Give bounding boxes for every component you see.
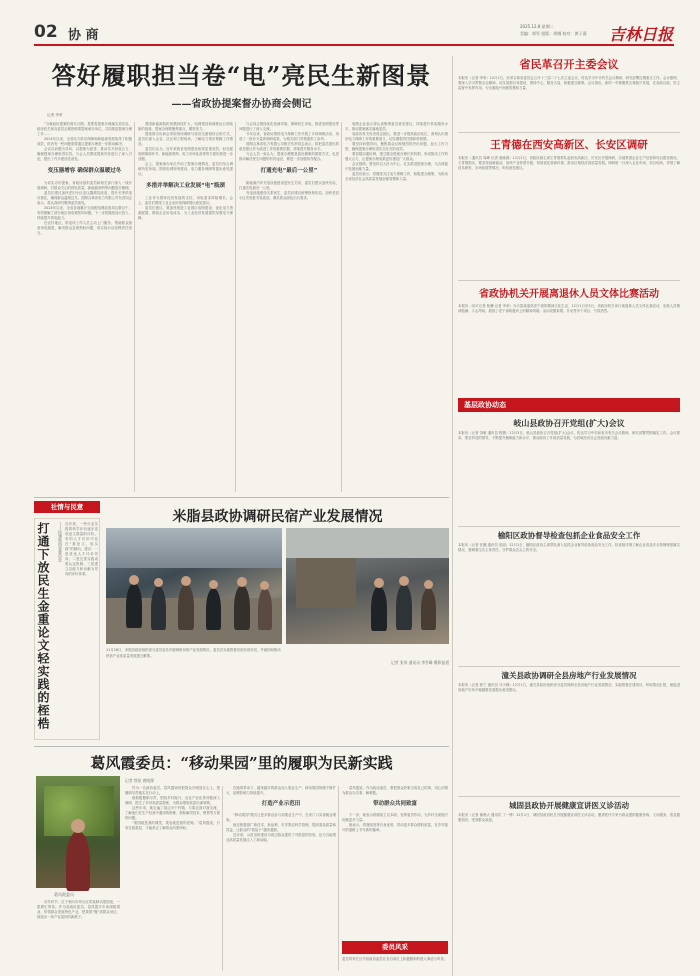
lead-headline: 答好履职担当卷“电”亮民生新图景 xyxy=(51,61,432,90)
ge-photo xyxy=(36,776,120,888)
ge-headline: 葛风霞委员：“移动果园”里的履职为民新实践 xyxy=(90,754,393,772)
grassroots-title: 潼关县政协调研全县房地产行业发展情况 xyxy=(501,671,637,680)
bottom-body: 委员风采栏目介绍政协委员在各自岗位上积极履职的感人事迹与风采。 xyxy=(342,957,448,961)
sidebar-body: 近年来，一些行业实践的科学评价逐步变成论文数量的评价，有的人才评价中存在“重论文、轻实践”的倾向。建议：一是优化人才评价导向，二是完善实践成果认定机制，三是建立以能力和贡献为导向的评价体系。 xyxy=(65,522,98,576)
editors: 美编：郭军 组版：周娜 校对：黄子涌 xyxy=(520,31,587,36)
grassroots-item: 城固县政协开展健康宣讲医义诊活动 本报讯（记者 谢晨大 通讯员 丁一博）12月1日，城固县政协机关开展健康宣讲医义诊活动，邀请医疗专家为群众提供健康咨询、义诊服务，普及健康知识，受到群众欢迎。 xyxy=(458,801,680,822)
issue-date: 2025.12.8 星期二 xyxy=(520,24,554,29)
ge-photo-caption: 葛风霞委员 xyxy=(54,892,74,897)
grassroots-title: 榆阳区政协督导检查包抓企业食品安全工作 xyxy=(497,531,641,540)
grassroots-title: 城固县政协开展健康宣讲医义诊活动 xyxy=(509,801,629,810)
lead-byline: 记者 李荣 xyxy=(47,113,63,117)
lead-subtitle: ——省政协提案督办协商会侧记 xyxy=(171,99,312,110)
news-body: 本报讯（吴可记者 杨骥 记者 李荣）为丰富离退休老干部的精神文化生活，12月1日至3日，省政协机关举行离退休人员文体比赛活动，参赛人员精神饱满、斗志昂扬，展现了老干部积极向上的精神风貌。活动设置象棋、扑克等多个项目，气氛热烈。 xyxy=(458,304,680,313)
feature xyxy=(106,506,449,526)
news-title: 王青德在西安高新区、长安区调研 xyxy=(490,139,648,151)
feature-photo xyxy=(106,528,282,644)
ge-article xyxy=(34,752,449,773)
grassroots-title: 岐山县政协召开党组(扩大)会议 xyxy=(513,419,625,428)
ge-column-2: 作为一名政协委员，葛风霞始终把群众冷暖放在心上，把履职尽责落实在行动上。 她积极履职尽责，围绕乡村振兴、农业产业化等问题深入调研，提交了多份高质量提案，为群众增收致富出谋划策。 这些年来，她走遍了周边多个村镇，与果农面对面交流，了解他们在生产经营中遇到的困难，帮助解决技术、销售等方面的问题。 “果园就是我的课堂，果农就是我的老师。”葛风霞说，只有扎根基层，才能真正了解群众所需所盼。 xyxy=(125,786,220,830)
feature-credit: 记者 张涛 通讯员 李雪峰 摄影报道 xyxy=(391,660,449,665)
bottom-bar: 委员风采 xyxy=(342,941,448,954)
lead-column-3: 与会同志围绕优化营商环境、保障民生用电、推进电网建设等问题进行了深入交流。 今年以来，省政协围绕电力保障工作开展了多项调研活动，形成了一批有分量的调研成果，为相关部门决策提供了参考。 国网吉林省电力有限公司相关负责同志表示，将把委员提出的意见建议作为改进工作的重要依据，持续提升服务水平。 与会人员一致认为，提案办理既是政协履职的重要方式，也是推动解决民生问题的有效途径，要进一步加强协作配合。 打通充电“最后一公里” 新能源汽车充电设施建设是民生关切，委员们建议加快布局，打通充电最后一公里。 充电设施建设关系民生，委员们建议统筹规划布局，加快老旧小区充电桩安装改造，满足群众绿色出行需求。 xyxy=(239,122,339,200)
feature-photo-2 xyxy=(286,528,449,644)
lead-column-2: 我国新能源装机规模持续扩大，电网建设和调度运行面临新的挑战，提案办理要聚焦重点、精准发力。 提案督办协商会采取现场调研与座谈交流相结合的方式，委员们深入企业、社区和工程现场，了解电力供应保障工作情况。 委员们认为，近年来我省电网建设取得显著成效，但在配电网薄弱环节、新能源消纳、电力市场化改革等方面仍需进一步加强。 会上，提案承办单位介绍了提案办理情况，委员们结合调研所见所闻，围绕电网规划建设、电力服务保障等提出意见建议。 多措并举解决工业发展“电”瓶颈 工业作为国家经济发展的支柱，用电需求持续增长。会上，委员们围绕工业企业用电保障提出意见建议。 委员们建议，要加快推进工业园区电网建设，优化电力资源配置，降低企业用电成本，为工业经济发展提供坚强电力保障。 xyxy=(138,122,233,220)
sidebar-box xyxy=(34,518,100,740)
ge-byline: 记者 徐星 唐晓源 xyxy=(125,778,154,783)
lead-subhead-2: 多措并举解决工业发展“电”瓶颈 xyxy=(146,183,225,189)
news-2 xyxy=(458,137,680,276)
grassroots-item: 榆阳区政协督导检查包抓企业食品安全工作 本报讯（记者 任璐 通讯员 张丽）12月1日，榆阳区政协主席带队深入包抓企业督导检查食品安全工作。检查组详细了解企业食品安全管理制度落实情况，强调要压实主体责任，守护群众舌尖上的安全。 xyxy=(458,531,680,552)
sidebar-headline: 打通下放民生金重论文轻实践的桎梏 xyxy=(36,522,50,730)
section-title: 协 商 xyxy=(68,28,99,43)
ge-column-3: 在她的带动下，越来越多的群众加入果业生产，移动果园规模不断扩大，品牌影响力持续提升。 打造产业示范田 “移动果园”模式让更多群众参与到果业生产中，在家门口实现就业增收。 她还积极推广新技术、新品种，引导果农科学管理，提高果品质量和效益，让群众的“钱袋子”越来越鼓。 近年来，示范田的建设为周边群众提供了可借鉴的经验，也为当地果业高质量发展注入了新动能。 xyxy=(226,786,336,842)
news-body: 本报讯（记者 李荣）12月1日，民革吉林省委员会召开十三届二十七次主委会议，传达学习中央有关会议精神，研究部署近期重点工作。会议强调，要深入学习贯彻全会精神，切实加强自身建设，围绕中心、服务大局，积极建言献策。会议指出，新的一年要聚焦吉林振兴发展，在参政议政、民主监督中发挥作用，为全面振兴贡献智慧和力量。 xyxy=(458,76,680,90)
ge-subhead-1: 打造产业示范田 xyxy=(261,801,301,807)
news-1 xyxy=(458,56,680,128)
newspaper-logo: 吉林日报 xyxy=(609,25,674,44)
grassroots-bar: 基层政协动态 xyxy=(458,398,680,412)
grassroots-item: 潼关县政协调研全县房地产行业发展情况 本报讯（记者 郭宁 通讯员 马小静）12月1日，潼关县政协组织部分委员调研全县房地产行业发展情况，实地察看在建项目，听取情况汇报，就促进房地产市场平稳健康发展提出意见建议。 xyxy=(458,671,680,692)
grassroots-item: 岐山县政协召开党组(扩大)会议 本报讯（记者 刘敏 通讯员 程捷）12月5日，岐山县政协召开党组(扩大)会议，传达学习中央和省市有关会议精神，研究部署贯彻落实工作。会议要求，要坚持党的领导，不断提升履职能力和水平，推动政协工作高质量发展，为县域经济社会发展贡献力量。 xyxy=(458,419,680,440)
lead-column-1: “当晚政协提案的督办日期，是要将提案办理落实到实处，政协机关和各委员会紧密联系提案承办单位，共同推进提案办理工作…… 2024年以来，全省电力供应保障和新能源发展取得了积极成效，但仍有一些问题需要通过提案办理进一步推动解决。 会议以问题为导向，以提案为纽带，推动各方形成合力，确保提案办理取得实效。与会人员围绕提案内容进行了深入讨论，提出了许多建设性意见。 变压器增容 确保群众温暖过冬 为切实办好提案，省政协组织委员和相关部门深入一线开展调研，对群众关心的供电质量、新能源消纳等问题进行梳理。 委员们建议加快老旧小区变压器增容改造，提升冬季供电可靠性，确保群众温暖过冬。国网吉林省电力有限公司负责同志表示，将认真研究吸纳委员意见。 2024年以来，全省各地累计完成配电网改造项目数百个，有效缓解了部分地区用电紧张的问题。下一步将继续加大投入，持续提升供电能力。 在农村地区，供电所工作人员主动上门服务，帮助群众排查用电隐患，解决群众急难愁盼问题，用实际行动诠释责任担当。 xyxy=(37,122,132,235)
feature-title: 米脂县政协调研民宿产业发展情况 xyxy=(172,509,383,525)
news-3 xyxy=(458,285,680,386)
masthead xyxy=(34,22,674,44)
lead-column-4: 电网企业表示将认真吸纳委员意见建议，持续提升供电服务水平，推动提案落实落地见效。 省政协有关负责同志指出，要进一步提高政治站位，深刻认识做好电力保障工作的重要意义，切实增强责任感和使命感。 要坚持问题导向，聚焦群众反映强烈的突出问题，加大工作力度，确保提案办理取得实实在在的成效。 要加强沟通协调，建立健全提案办理长效机制，形成推动工作的强大合力，让提案办理成果更好惠及广大群众。 会议强调，要坚持以人民为中心，扎实推进提案办理，为吉林振兴发展贡献力量。 委员们表示，将继续关注电力保障工作，积极建言献策，为推动全省经济社会高质量发展贡献智慧和力量。 xyxy=(345,122,448,181)
lead-subhead-1: 变压器增容 确保群众温暖过冬 xyxy=(47,168,122,174)
feature-caption: 11月26日，米脂县政协组织部分委员赴各乡镇调研民宿产业发展情况，委员们实地察看民宿经营状况，并就如何推动民宿产业高质量发展建言献策。 xyxy=(106,648,281,658)
grassroots-list xyxy=(458,418,680,905)
sidebar-bar: 社情与民意 xyxy=(34,501,100,513)
ge-column-4: 葛风霞说，作为政协委员，要把群众的事当成自己的事，用心用情为群众办实事、解难题。 带动群众共同致富 下一步，她表示将继续立足本职，发挥委员作用，为乡村全面振兴贡献更多力量。 她表示，将继续发挥自身优势，带动更多群众增收致富，在乡村振兴的道路上书写新的篇章。 xyxy=(342,786,448,832)
page-number: 02 xyxy=(34,22,58,42)
news-title: 省民革召开主委会议 xyxy=(519,58,619,71)
ge-column-1: 初冬时节，位于铜川市印台区的某移动果园里，一派繁忙景象。作为省政协委员，葛风霞多年来深耕果业，带领群众发展特色产业，把果园“搬”到群众身边，探索出一条产业富民的新路子。 xyxy=(37,900,120,919)
ge-subhead-2: 带动群众共同致富 xyxy=(372,801,417,807)
news-title: 省政协机关开展离退休人员文体比赛活动 xyxy=(479,289,659,300)
lead-subhead-3: 打通充电“最后一公里” xyxy=(260,168,318,174)
news-column xyxy=(458,56,680,386)
sidebar-byline: ——民建陕西省委员会 xyxy=(58,522,63,562)
news-body: 本报讯（通讯员 周峰 记者 唐晓源）12月2日，省政协副主席王青德带队赴西安高新区、长安区开展调研，实地察看企业生产经营和项目建设情况。王青德指出，要坚持创新驱动，加快产业转型升级，持续优化营商环境，推动区域经济高质量发展。调研组一行深入企业车间、项目现场，详细了解技术研发、市场拓展等情况，听取意见建议。 xyxy=(458,156,680,170)
